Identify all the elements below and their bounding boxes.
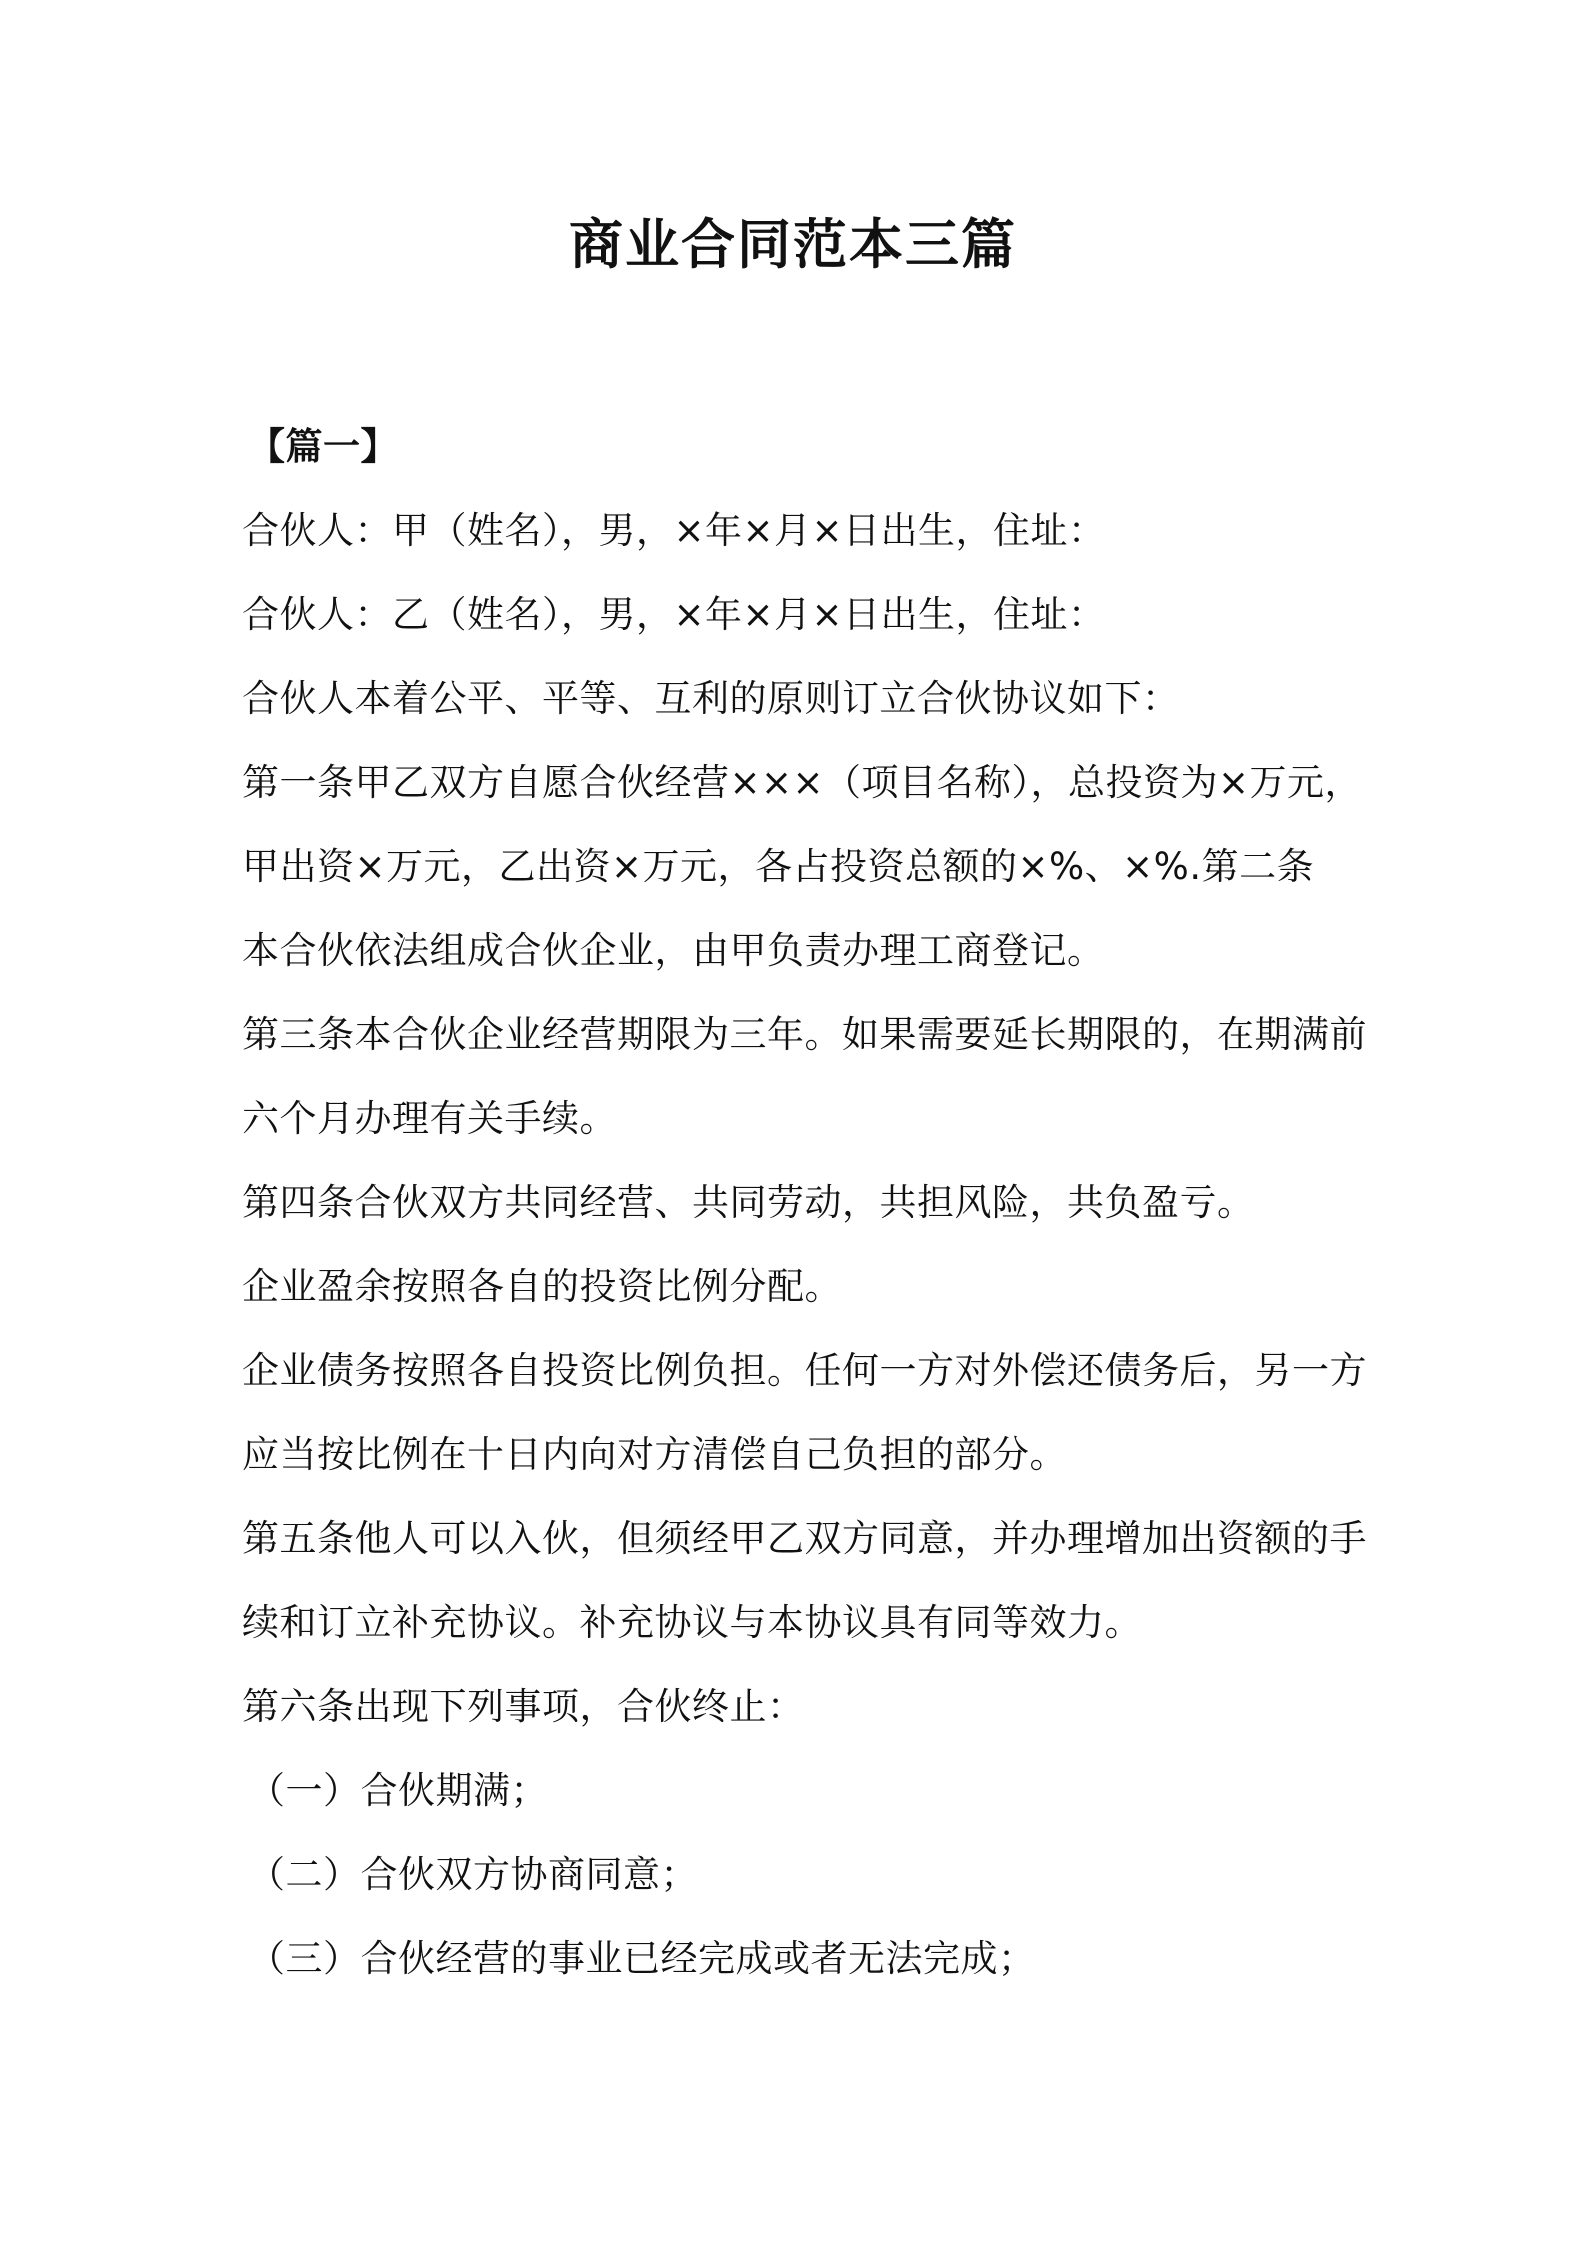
paragraph-line: 第四条合伙双方共同经营、共同劳动，共担风险，共负盈亏。 <box>242 1181 1255 1224</box>
paragraph-line: 续和订立补充协议。补充协议与本协议具有同等效力。 <box>242 1601 1142 1644</box>
paragraph-line: 应当按比例在十日内向对方清偿自己负担的部分。 <box>242 1433 1067 1476</box>
paragraph-line: 甲出资×万元，乙出资×万元，各占投资总额的×%、×%.第二条 <box>242 845 1315 888</box>
paragraph-line: 六个月办理有关手续。 <box>242 1097 617 1140</box>
document-body <box>242 405 1372 2001</box>
list-item: （一）合伙期满； <box>248 1769 548 1812</box>
paragraph-line: 合伙人：甲（姓名），男，×年×月×日出生，住址： <box>242 509 1106 552</box>
list-item: （二）合伙双方协商同意； <box>248 1853 698 1896</box>
paragraph-line: 本合伙依法组成合伙企业，由甲负责办理工商登记。 <box>242 929 1105 972</box>
paragraph-line: 企业盈余按照各自的投资比例分配。 <box>242 1265 842 1308</box>
paragraph-line: 第一条甲乙双方自愿合伙经营×××（项目名称），总投资为×万元， <box>242 761 1363 804</box>
paragraph-line: 第五条他人可以入伙，但须经甲乙双方同意，并办理增加出资额的手 <box>242 1517 1367 1560</box>
paragraph-line: 第三条本合伙企业经营期限为三年。如果需要延长期限的，在期满前 <box>242 1013 1367 1056</box>
list-item: （三）合伙经营的事业已经完成或者无法完成； <box>248 1937 1036 1980</box>
paragraph-line: 企业债务按照各自投资比例负担。任何一方对外偿还债务后，另一方 <box>242 1349 1367 1392</box>
section-heading: 【篇一】 <box>248 425 398 468</box>
document-title: 商业合同范本三篇 <box>569 213 1017 276</box>
paragraph-line: 合伙人：乙（姓名），男，×年×月×日出生，住址： <box>242 593 1106 636</box>
paragraph-line: 合伙人本着公平、平等、互利的原则订立合伙协议如下： <box>242 677 1180 720</box>
paragraph-line: 第六条出现下列事项，合伙终止： <box>242 1685 805 1728</box>
